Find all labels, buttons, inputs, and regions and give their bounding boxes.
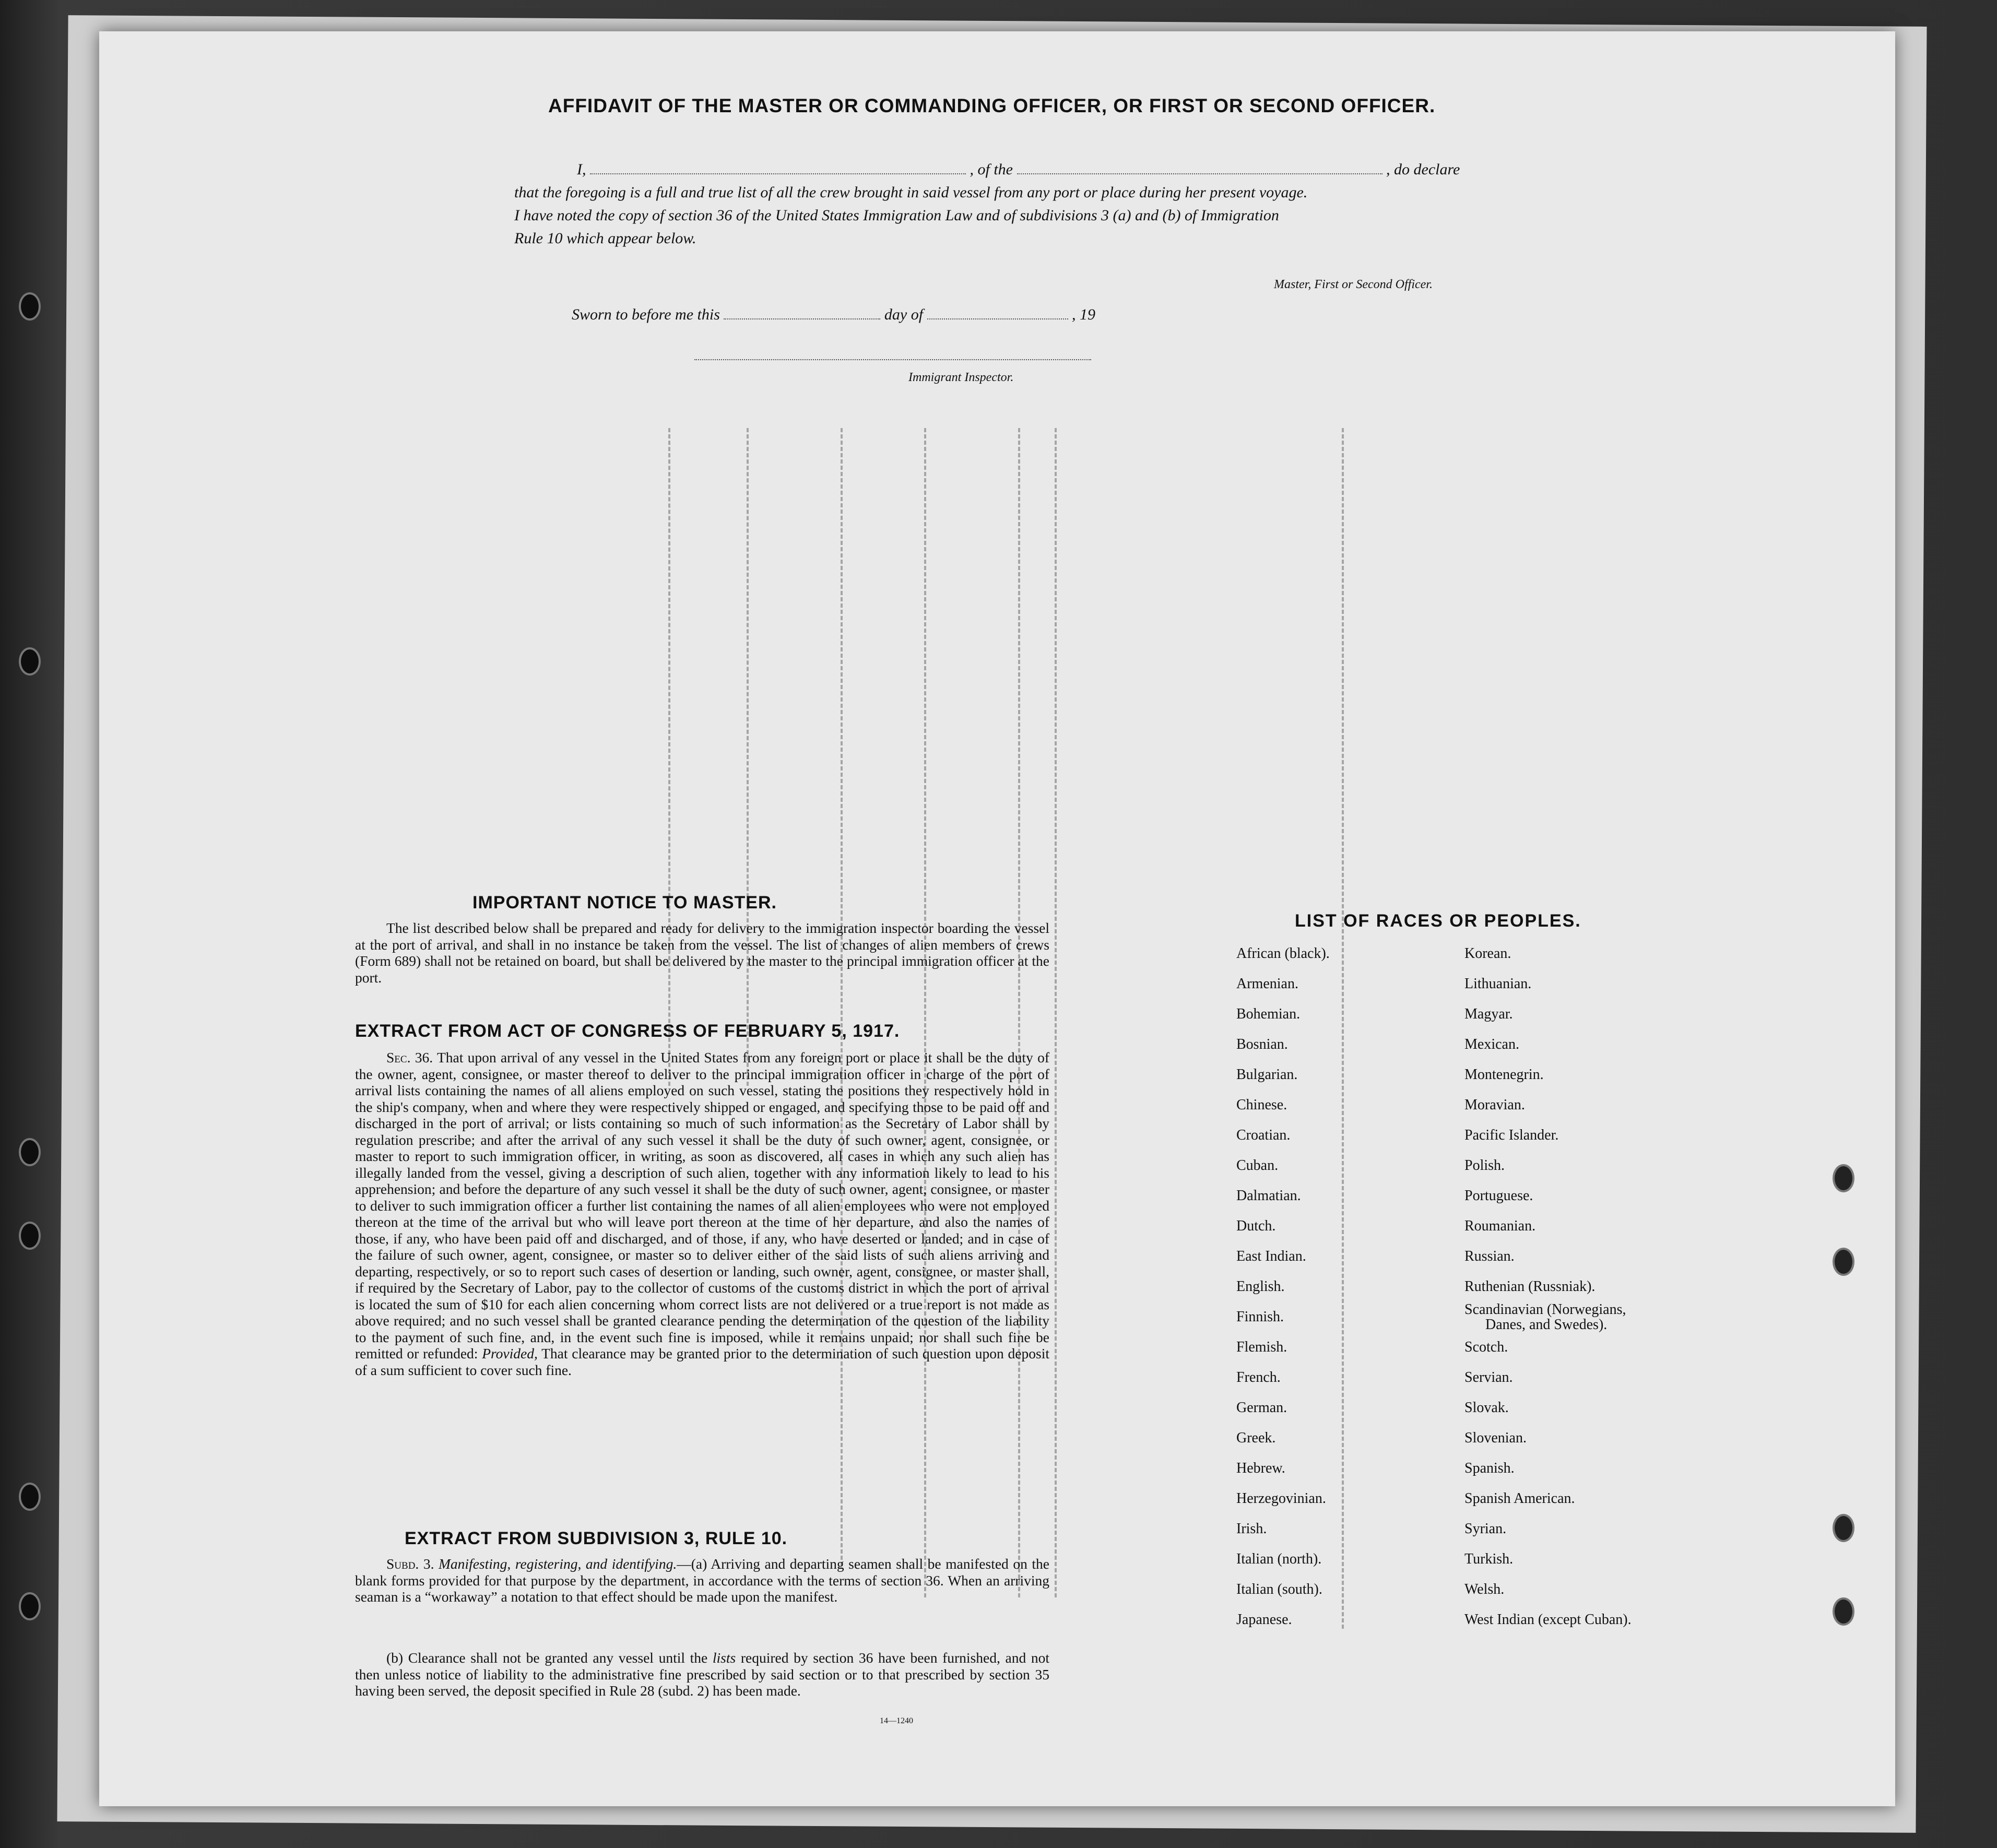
race-item: Moravian. bbox=[1464, 1097, 1525, 1113]
declaration-do-declare: , do declare bbox=[1386, 161, 1460, 178]
master-signature-label: Master, First or Second Officer. bbox=[1274, 278, 1433, 291]
race-item: Herzegovinian. bbox=[1236, 1490, 1326, 1507]
race-item: Korean. bbox=[1464, 945, 1511, 962]
act-provided: Provided, bbox=[482, 1345, 538, 1361]
notice-heading: IMPORTANT NOTICE TO MASTER. bbox=[472, 893, 777, 913]
day-blank[interactable] bbox=[724, 318, 880, 319]
rule-subd-b bbox=[355, 1650, 1049, 1699]
declaration-line-2: that the foregoing is a full and true list of all the crew brought in said vessel from any port or place during her present voyage. bbox=[514, 184, 1308, 201]
race-item: Scandinavian (Norwegians, bbox=[1464, 1301, 1626, 1318]
races-heading: LIST OF RACES OR PEOPLES. bbox=[1295, 911, 1581, 931]
form-number: 14—1240 bbox=[880, 1716, 913, 1725]
declaration-line-4: Rule 10 which appear below. bbox=[514, 230, 696, 247]
race-item: Bosnian. bbox=[1236, 1036, 1288, 1052]
race-item: Mexican. bbox=[1464, 1036, 1519, 1052]
race-item: Slovak. bbox=[1464, 1400, 1509, 1416]
sworn-line bbox=[572, 306, 1095, 324]
race-item: Dalmatian. bbox=[1236, 1188, 1301, 1204]
binder-hole bbox=[19, 1138, 41, 1166]
race-item: East Indian. bbox=[1236, 1248, 1306, 1264]
race-item: Irish. bbox=[1236, 1521, 1267, 1537]
race-item: Hebrew. bbox=[1236, 1460, 1285, 1476]
race-item: Polish. bbox=[1464, 1157, 1505, 1174]
notice-text: The list described below shall be prepared and ready for delivery to the immigration inspector boarding the vessel at the port of arrival, and shall in no instance be taken from the vessel. The list of changes of alien members of crews (Form 689) shall not be retained on board, but shall be delivered by the master to the principal immigration officer at the port. bbox=[355, 920, 1049, 986]
race-item: Flemish. bbox=[1236, 1339, 1287, 1355]
declaration-i: I, bbox=[577, 161, 586, 178]
sworn-year: , 19 bbox=[1072, 306, 1096, 323]
binder-hole bbox=[19, 1483, 41, 1511]
binder-hole bbox=[1833, 1164, 1854, 1192]
declaration-line-1 bbox=[577, 161, 1460, 179]
race-item: West Indian (except Cuban). bbox=[1464, 1612, 1632, 1628]
race-item: Servian. bbox=[1464, 1369, 1513, 1385]
race-item: Chinese. bbox=[1236, 1097, 1287, 1113]
races-column-2 bbox=[1464, 939, 1632, 1635]
inspector-label: Immigrant Inspector. bbox=[908, 371, 1014, 384]
race-item: Portuguese. bbox=[1464, 1188, 1533, 1204]
race-item: Scotch. bbox=[1464, 1339, 1508, 1355]
act-heading: EXTRACT FROM ACT OF CONGRESS OF FEBRUARY 5, 1917. bbox=[355, 1021, 900, 1041]
race-item: Danes, and Swedes). bbox=[1485, 1317, 1608, 1333]
rule-subd-title: Manifesting, registering, and identifying. bbox=[439, 1556, 677, 1572]
race-item: Welsh. bbox=[1464, 1581, 1505, 1597]
binder-hole bbox=[19, 292, 41, 321]
act-body-end: That clearance may be granted prior to the determination of such question upon deposit of a sum sufficient to cover such fine. bbox=[355, 1345, 1049, 1378]
race-item: Spanish American. bbox=[1464, 1490, 1575, 1507]
race-item: French. bbox=[1236, 1369, 1281, 1385]
race-item: English. bbox=[1236, 1278, 1285, 1295]
race-item: Japanese. bbox=[1236, 1612, 1292, 1628]
race-item: Turkish. bbox=[1464, 1551, 1514, 1567]
races-column-1 bbox=[1236, 939, 1330, 1635]
race-item: Lithuanian. bbox=[1464, 976, 1532, 992]
name-blank[interactable] bbox=[590, 173, 966, 174]
declaration-line-3: I have noted the copy of section 36 of the United States Immigration Law and of subdivisions 3 (a) and (b) of Immigration bbox=[514, 207, 1279, 224]
race-item: Slovenian. bbox=[1464, 1430, 1527, 1446]
race-item: Italian (south). bbox=[1236, 1581, 1322, 1597]
binder-hole bbox=[19, 647, 41, 676]
race-item: Bohemian. bbox=[1236, 1006, 1301, 1022]
rule-text-b-1: (b) Clearance shall not be granted any vessel until the bbox=[386, 1650, 708, 1666]
race-item: Pacific Islander. bbox=[1464, 1127, 1559, 1143]
act-section-label: Sec. 36. bbox=[386, 1049, 433, 1065]
rule-heading: EXTRACT FROM SUBDIVISION 3, RULE 10. bbox=[405, 1529, 788, 1548]
binder-hole bbox=[1833, 1514, 1854, 1542]
binder-hole bbox=[19, 1592, 41, 1620]
sworn-day-of: day of bbox=[884, 306, 924, 323]
rule-subd-label: Subd. 3. bbox=[386, 1556, 434, 1572]
race-item: Montenegrin. bbox=[1464, 1067, 1544, 1083]
month-blank[interactable] bbox=[927, 318, 1068, 319]
race-item: Croatian. bbox=[1236, 1127, 1291, 1143]
race-item: Italian (north). bbox=[1236, 1551, 1322, 1567]
inspector-signature-line[interactable] bbox=[694, 359, 1091, 360]
act-text bbox=[355, 1049, 1049, 1378]
declaration-of-the: , of the bbox=[970, 161, 1013, 178]
affidavit-title: AFFIDAVIT OF THE MASTER OR COMMANDING OFFICER, OR FIRST OR SECOND OFFICER. bbox=[548, 95, 1436, 116]
race-item: Syrian. bbox=[1464, 1521, 1507, 1537]
act-body: That upon arrival of any vessel in the United States from any foreign port or place it shall be the duty of the owner, agent, consignee, or master thereof to deliver to the principal immigration officer in charge of the port of arrival lists containing the names of all aliens employed on such vessel, stating the positions they respectively hold in the ship's company, when and where they were respectively shipped or engaged, and specifying those to be paid off and discharged in the port of arrival; or lists containing so much of such information as the Secretary of Labor shall by regulation prescribe; and after the arrival of any such vessel it shall be the duty of such owner, agent, consignee, or master to report to such immigration officer, in writing, as soon as discovered, all cases in which any such alien has illegally landed from the vessel, giving a description of such alien, together with any information likely to lead to his apprehension; and before the departure of any such vessel it shall be the duty of such owner, agent, consignee, or master to deliver to such immigration officer a further list containing the names of all alien employees who were not employed thereon at the time of the arrival but who will leave port thereon at the time of her departure, and also the names of those, if any, who have been paid off and discharged, and of those, if any, who have deserted or landed; and in case of the failure of such owner, agent, consignee, or master so to deliver either of the said lists of such aliens arriving and departing, respectively, or so to report such cases of desertion or landing, such owner, agent, consignee, or master shall, if required by the Secretary of Labor, pay to the collector of customs of the customs district in which the port of arrival is located the sum of $10 for each alien concerning whom correct lists are not delivered or a true report is not made as above required; and no such vessel shall be granted clearance pending the determination of the question of the liability to the payment of such fine, and, in the event such fine is imposed, while it remains unpaid; nor shall such fine be remitted or refunded: bbox=[355, 1049, 1049, 1361]
rule-text-b-lists: lists bbox=[712, 1650, 736, 1666]
binder-hole bbox=[1833, 1597, 1854, 1626]
binder-hole bbox=[1833, 1248, 1854, 1276]
race-item: German. bbox=[1236, 1400, 1287, 1416]
vessel-blank[interactable] bbox=[1017, 173, 1382, 174]
race-item: Finnish. bbox=[1236, 1309, 1284, 1325]
race-item: Cuban. bbox=[1236, 1157, 1279, 1174]
race-item: Bulgarian. bbox=[1236, 1067, 1298, 1083]
rule-subd-a bbox=[355, 1556, 1049, 1605]
race-item: Dutch. bbox=[1236, 1218, 1276, 1234]
race-item: African (black). bbox=[1236, 945, 1330, 962]
race-item: Russian. bbox=[1464, 1248, 1515, 1264]
binder-hole bbox=[19, 1222, 41, 1250]
race-item: Armenian. bbox=[1236, 976, 1298, 992]
sworn-before-me: Sworn to before me this bbox=[572, 306, 720, 323]
rule-text-b-2: required by section 36 have been furnished, and not then unless notice of liability to the administrative fine prescribed by said section or to that prescribed by section 35 having been served, the deposit specified in Rule 28 (subd. 2) has been made. bbox=[355, 1650, 1050, 1699]
rule-text-a: —(a) Arriving and departing seamen shall be manifested on the blank forms provided for that purpose by the department, in accordance with the terms of section 36. When an arriving seaman is a “workaway” a notation to that effect should be made upon the manifest. bbox=[355, 1556, 1049, 1605]
manifest-page bbox=[99, 31, 1895, 1806]
race-item: Roumanian. bbox=[1464, 1218, 1536, 1234]
race-item: Spanish. bbox=[1464, 1460, 1515, 1476]
race-item: Magyar. bbox=[1464, 1006, 1513, 1022]
race-item: Ruthenian (Russniak). bbox=[1464, 1278, 1596, 1295]
race-item: Greek. bbox=[1236, 1430, 1276, 1446]
